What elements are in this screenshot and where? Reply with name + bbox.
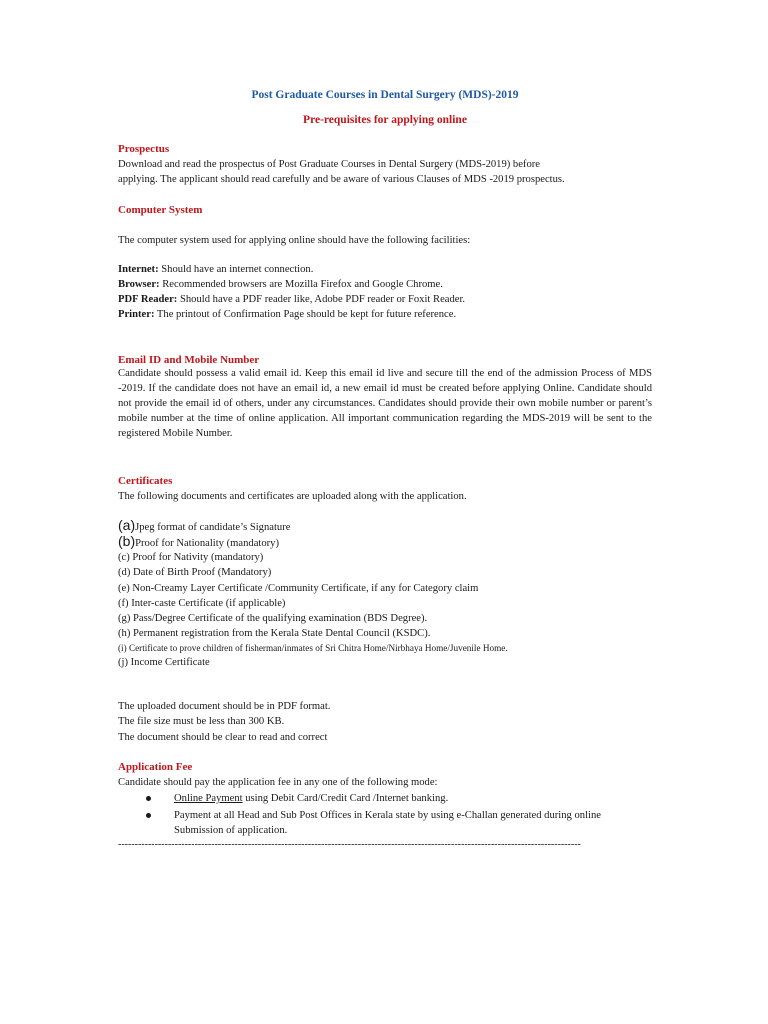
certificates-heading: Certificates [118, 475, 173, 487]
certificate-item: (c) Proof for Nativity (mandatory) [118, 552, 264, 563]
certificate-item: (i) Certificate to prove children of fisherman/inmates of Sri Chitra Home/Nirbhaya Home/Juvenile Home. [118, 643, 508, 653]
requirement-text: Should have a PDF reader like, Adobe PDF reader or Foxit Reader. [177, 294, 466, 305]
requirement-label: PDF Reader: [118, 294, 178, 305]
certificate-text: Jpeg format of candidate’s Signature [135, 522, 291, 533]
certificate-marker: (a) [118, 517, 136, 533]
requirement-label: Browser: [118, 279, 160, 290]
prospectus-heading: Prospectus [118, 143, 170, 155]
requirement-browser [118, 277, 443, 292]
certificate-item: (j) Income Certificate [118, 657, 210, 668]
upload-note: The file size must be less than 300 KB. [118, 716, 285, 727]
requirement-text: The printout of Confirmation Page should be kept for future reference. [154, 309, 457, 320]
document-title: Post Graduate Courses in Dental Surgery (MDS)-2019 [251, 89, 519, 101]
requirement-pdf-reader [118, 292, 465, 307]
payment-option-text [174, 791, 654, 806]
divider-line: ------------------------------------------------------------------------------------------------------------------------------------------- [118, 839, 581, 850]
prospectus-line-1: Download and read the prospectus of Post Graduate Courses in Dental Surgery (MDS-2019) before [118, 159, 540, 170]
bullet-icon [146, 796, 151, 801]
upload-note: The document should be clear to read and correct [118, 732, 328, 743]
computer-system-intro: The computer system used for applying online should have the following facilities: [118, 235, 471, 246]
requirement-label: Internet: [118, 264, 159, 275]
payment-option-post-office [118, 808, 652, 838]
requirement-text: Recommended browsers are Mozilla Firefox and Google Chrome. [159, 279, 443, 290]
requirement-printer [118, 307, 456, 322]
certificates-intro: The following documents and certificates are uploaded along with the application. [118, 491, 467, 502]
certificate-item: (g) Pass/Degree Certificate of the qualifying examination (BDS Degree). [118, 613, 428, 624]
application-fee-intro: Candidate should pay the application fee in any one of the following mode: [118, 777, 438, 788]
certificate-marker: (b) [118, 533, 136, 549]
certificate-item [118, 534, 279, 551]
requirement-text: Should have an internet connection. [158, 264, 314, 275]
bullet-icon [146, 813, 151, 818]
certificate-item: (f) Inter-caste Certificate (if applicable) [118, 598, 286, 609]
certificate-item [118, 518, 290, 535]
payment-option-text: Payment at all Head and Sub Post Offices in Kerala state by using e-Challan generated during online Submission of application. [174, 810, 601, 836]
payment-option-rest: using Debit Card/Credit Card /Internet banking. [242, 793, 449, 804]
online-payment-link[interactable]: Online Payment [174, 793, 243, 804]
computer-system-heading: Computer System [118, 204, 203, 216]
email-mobile-paragraph: Candidate should possess a valid email id. Keep this email id live and secure till the end of the admission Process of MDS -2019. If the candidate does not have an email id, a new email id must be created before applying Online. Candidate should not provide the email id of others, under any circumstances. Candidates should provide their own mobile number or parent’s mobile number at the time of online application. All important communication regarding the MDS-2019 will be sent to the registered Mobile Number. [118, 368, 652, 439]
application-fee-heading: Application Fee [118, 761, 193, 773]
certificate-text: Proof for Nationality (mandatory) [135, 538, 279, 549]
document-subtitle: Pre-requisites for applying online [303, 114, 467, 126]
certificate-item: (d) Date of Birth Proof (Mandatory) [118, 567, 272, 578]
certificate-item: (h) Permanent registration from the Kerala State Dental Council (KSDC). [118, 628, 431, 639]
requirement-internet [118, 262, 313, 277]
certificate-item: (e) Non-Creamy Layer Certificate /Community Certificate, if any for Category claim [118, 583, 479, 594]
upload-note: The uploaded document should be in PDF format. [118, 701, 331, 712]
prospectus-line-2: applying. The applicant should read carefully and be aware of various Clauses of MDS -2019 prospectus. [118, 174, 565, 185]
requirement-label: Printer: [118, 309, 155, 320]
payment-option-online [118, 791, 652, 806]
email-mobile-heading: Email ID and Mobile Number [118, 354, 260, 366]
